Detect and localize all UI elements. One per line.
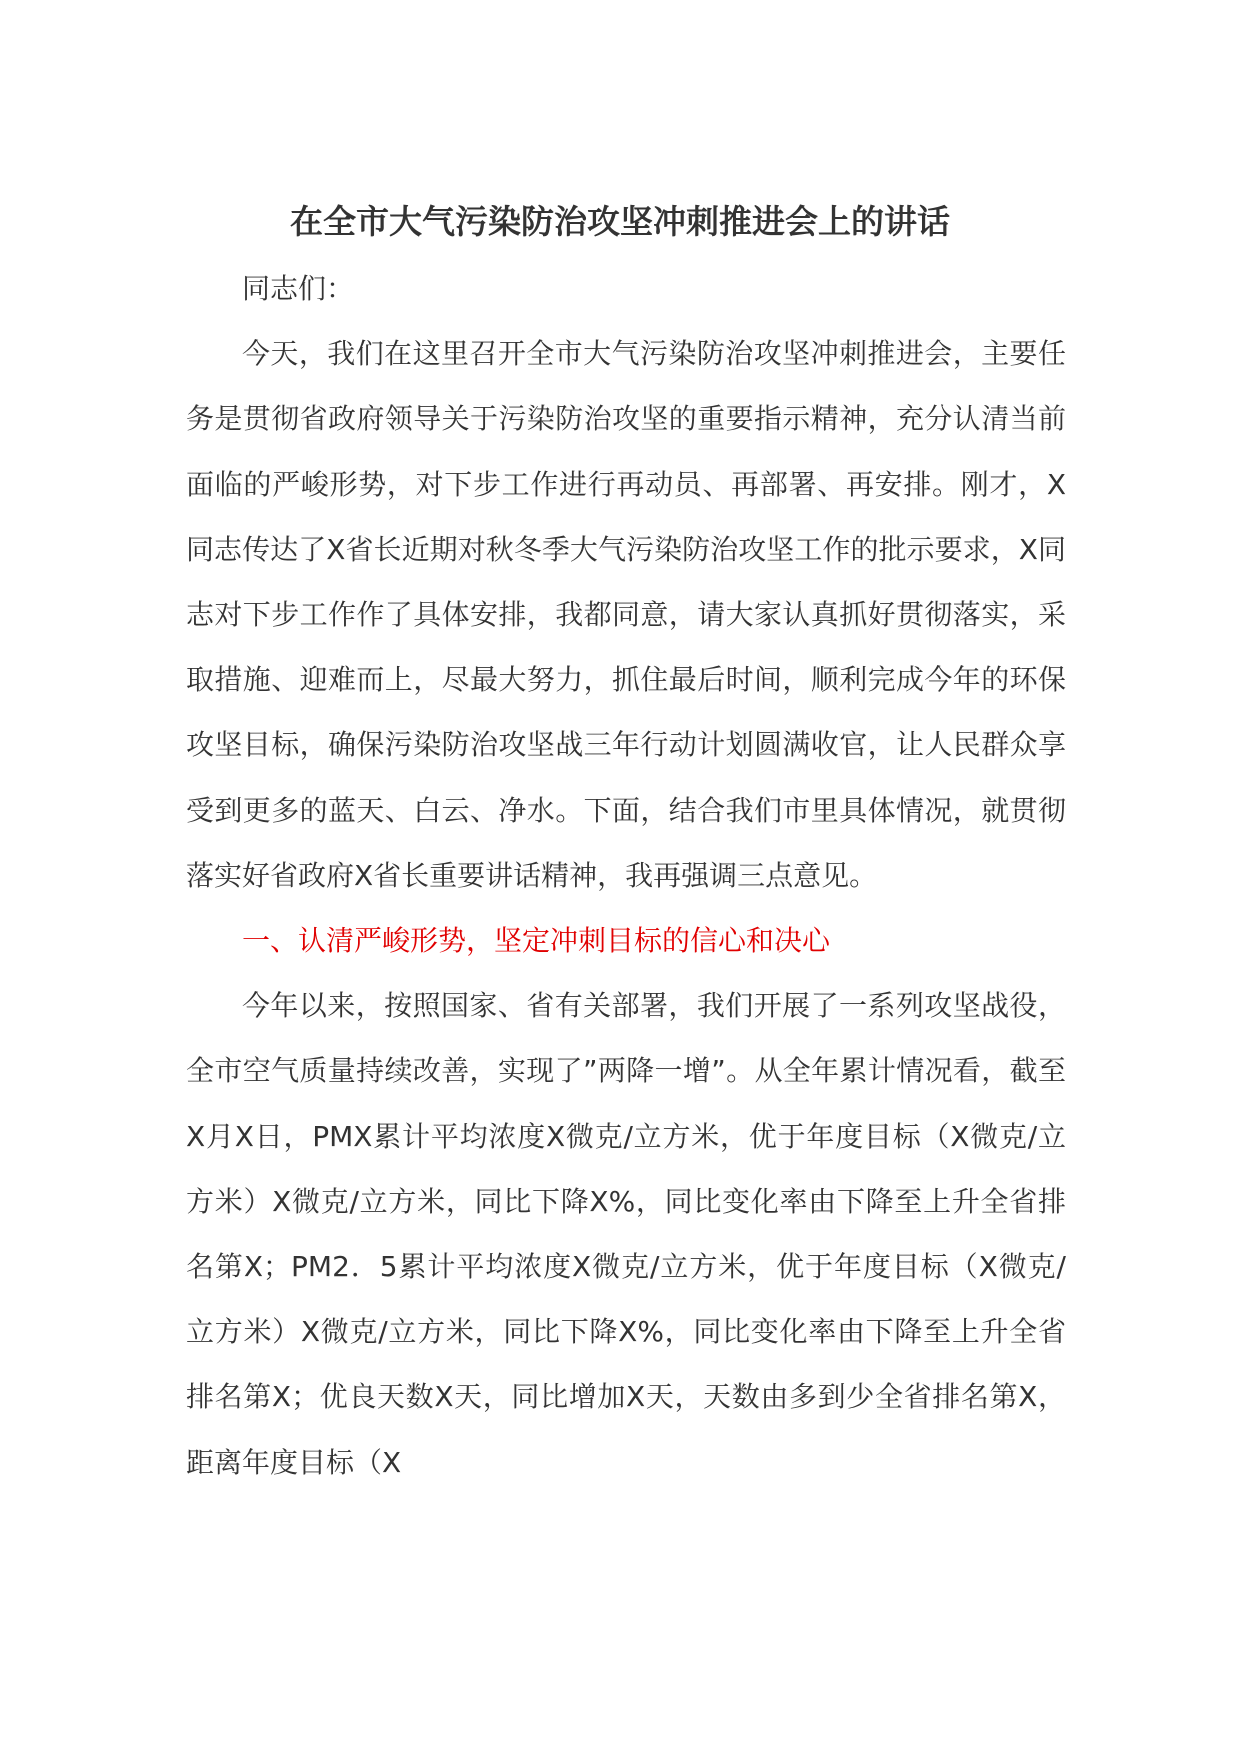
salutation: 同志们：	[242, 272, 355, 305]
section-paragraph: 今年以来，按照国家、省有关部署，我们开展了一系列攻坚战役，全市空气质量持续改善，实现了”两降一增”。从全年累计情况看，截至X月X日，PMX累计平均浓度X微克/立方米，优于年度目标（X微克/立方米）X微克/立方米，同比下降X%，同比变化率由下降至上升全省排名第X；PM2．5累计平均浓度X微克/立方米，优于年度目标（X微克/立方米）X微克/立方米，同比下降X%，同比变化率由下降至上升全省排名第X；优良天数X天，同比增加X天，天数由多到少全省排名第X，距离年度目标（X	[186, 989, 1066, 1479]
intro-paragraph: 今天，我们在这里召开全市大气污染防治攻坚冲刺推进会，主要任务是贯彻省政府领导关于污染防治攻坚的重要指示精神，充分认清当前面临的严峻形势，对下步工作进行再动员、再部署、再安排。刚才，X同志传达了X省长近期对秋冬季大气污染防治攻坚工作的批示要求，X同志对下步工作作了具体安排，我都同意，请大家认真抓好贯彻落实，采取措施、迎难而上，尽最大努力，抓住最后时间，顺利完成今年的环保攻坚目标，确保污染防治攻坚战三年行动计划圆满收官，让人民群众享受到更多的蓝天、白云、净水。下面，结合我们市里具体情况，就贯彻落实好省政府X省长重要讲话精神，我再强调三点意见。	[186, 337, 1066, 892]
document-body	[186, 256, 1066, 1495]
document-title: 在全市大气污染防治攻坚冲刺推进会上的讲话	[290, 202, 950, 241]
section-heading: 一、认清严峻形势，坚定冲刺目标的信心和决心	[242, 924, 831, 958]
